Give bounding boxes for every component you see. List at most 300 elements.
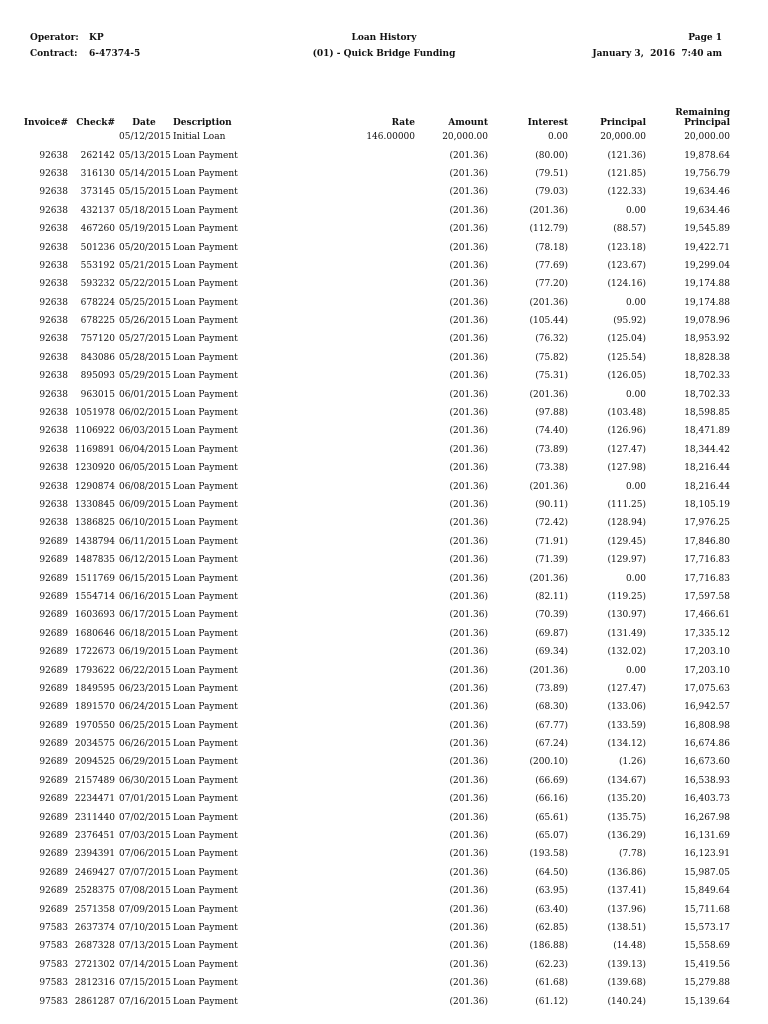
table-cell <box>323 165 415 183</box>
table-cell: (201.36) <box>449 849 488 860</box>
table-cell: 1793622 <box>74 665 115 676</box>
table-cell: 593232 <box>80 279 115 290</box>
table-cell: (80.00) <box>535 150 568 161</box>
table-cell: 92689 <box>39 849 68 860</box>
table-cell <box>323 974 415 992</box>
table-cell: Loan Payment <box>173 886 238 897</box>
table-cell: 15,279.88 <box>684 978 730 989</box>
table-cell: (90.11) <box>535 500 568 510</box>
table-cell: 146.00000 <box>366 132 415 143</box>
table-cell: 19,634.46 <box>684 187 730 198</box>
table-cell <box>323 698 415 716</box>
table-row <box>20 569 730 587</box>
table-cell: 06/17/2015 <box>119 610 171 621</box>
table-cell: 15,573.17 <box>684 922 730 933</box>
table-cell <box>323 992 415 1010</box>
table-cell: (105.44) <box>529 316 568 327</box>
table-cell <box>323 496 415 514</box>
table-cell: 92689 <box>39 610 68 621</box>
table-row <box>20 202 730 220</box>
table-cell: 92689 <box>39 536 68 547</box>
table-cell: 07/14/2015 <box>119 959 171 970</box>
table-cell: 92638 <box>39 168 68 179</box>
table-cell: 05/25/2015 <box>119 297 171 308</box>
table-cell: Loan Payment <box>173 389 238 400</box>
table-cell <box>323 477 415 495</box>
table-row <box>20 937 730 955</box>
table-cell: 18,598.85 <box>684 408 730 419</box>
table-cell: (201.36) <box>529 481 568 492</box>
table-cell: 06/08/2015 <box>119 481 171 492</box>
table-cell: 05/28/2015 <box>119 352 171 363</box>
table-cell: 678225 <box>80 316 115 327</box>
table-cell <box>323 220 415 238</box>
table-cell: Loan Payment <box>173 812 238 823</box>
table-cell: (121.36) <box>607 150 646 161</box>
table-cell: 92689 <box>39 794 68 805</box>
table-cell: 15,987.05 <box>684 867 730 878</box>
table-cell <box>323 146 415 164</box>
table-cell: (193.58) <box>529 849 568 860</box>
table-cell: Loan Payment <box>173 573 238 584</box>
table-cell <box>323 238 415 256</box>
table-cell: 19,545.89 <box>684 224 730 235</box>
table-cell: Loan Payment <box>173 279 238 290</box>
table-cell: (63.95) <box>535 886 568 897</box>
table-cell: 19,756.79 <box>684 168 730 179</box>
table-row <box>20 165 730 183</box>
table-cell: (134.67) <box>607 775 646 786</box>
table-cell: 92638 <box>39 371 68 382</box>
table-cell: (64.50) <box>535 867 568 878</box>
table-cell: 16,131.69 <box>684 831 730 842</box>
table-cell: (121.85) <box>607 168 646 179</box>
table-cell <box>323 514 415 532</box>
table-cell: 15,419.56 <box>684 959 730 970</box>
table-cell: (127.98) <box>607 463 646 474</box>
table-cell: Loan Payment <box>173 922 238 933</box>
table-cell: 895093 <box>80 371 115 382</box>
table-cell: 97583 <box>39 941 68 952</box>
table-row <box>20 827 730 845</box>
table-cell: (137.96) <box>607 904 646 915</box>
table-cell: (139.13) <box>607 959 646 970</box>
table-row <box>20 128 730 146</box>
table-cell: Loan Payment <box>173 794 238 805</box>
table-cell: 07/02/2015 <box>119 812 171 823</box>
table-cell: (136.86) <box>607 867 646 878</box>
table-cell: 16,123.91 <box>684 849 730 860</box>
table-cell: (82.11) <box>535 591 568 602</box>
table-cell: 06/01/2015 <box>119 389 171 400</box>
table-cell: 17,335.12 <box>684 628 730 639</box>
table-cell: (69.34) <box>535 647 568 658</box>
table-cell: 19,174.88 <box>684 297 730 308</box>
table-cell: (201.36) <box>449 628 488 639</box>
table-cell: 07/08/2015 <box>119 886 171 897</box>
table-cell: 0.00 <box>625 573 646 584</box>
table-cell: 16,673.60 <box>684 757 730 768</box>
table-cell: (201.36) <box>449 573 488 584</box>
table-cell: (77.69) <box>535 260 568 271</box>
table-row <box>20 349 730 367</box>
table-row <box>20 661 730 679</box>
table-cell: 0.00 <box>625 297 646 308</box>
table-cell: 2861287 <box>74 996 115 1007</box>
table-cell: 20,000.00 <box>684 132 730 143</box>
table-cell: 06/23/2015 <box>119 683 171 694</box>
table-cell: (201.36) <box>449 481 488 492</box>
table-header <box>20 108 730 128</box>
table-cell: 06/19/2015 <box>119 647 171 658</box>
table-cell: Loan Payment <box>173 334 238 345</box>
table-cell: 15,139.64 <box>684 996 730 1007</box>
table-cell: (201.36) <box>449 941 488 952</box>
table-cell: (201.36) <box>449 739 488 750</box>
table-cell: 92689 <box>39 757 68 768</box>
table-row <box>20 625 730 643</box>
column-header: Principal <box>600 118 646 128</box>
table-cell: 05/26/2015 <box>119 316 171 327</box>
table-cell <box>323 533 415 551</box>
table-cell: (201.36) <box>449 205 488 216</box>
table-cell: (201.36) <box>449 922 488 933</box>
table-cell: (201.36) <box>449 224 488 235</box>
column-header: Interest <box>527 118 568 128</box>
table-cell: Loan Payment <box>173 775 238 786</box>
table-cell <box>323 569 415 587</box>
table-cell: 97583 <box>39 978 68 989</box>
table-cell: (201.36) <box>449 996 488 1007</box>
table-cell <box>323 202 415 220</box>
table-cell: 05/22/2015 <box>119 279 171 290</box>
table-cell: 1386825 <box>74 518 115 529</box>
table-cell: (201.36) <box>449 591 488 602</box>
operator-value: KP <box>89 33 104 43</box>
table-cell: 92638 <box>39 205 68 216</box>
table-cell: (131.49) <box>607 628 646 639</box>
table-cell: (201.36) <box>449 150 488 161</box>
table-cell: 1849595 <box>74 683 115 694</box>
table-cell: 19,634.46 <box>684 205 730 216</box>
table-cell: 0.00 <box>625 665 646 676</box>
table-cell: 19,422.71 <box>684 242 730 253</box>
table-cell: (201.36) <box>529 297 568 308</box>
table-cell: Loan Payment <box>173 316 238 327</box>
table-cell: (136.29) <box>607 831 646 842</box>
table-cell: (124.16) <box>607 279 646 290</box>
table-cell: (201.36) <box>449 886 488 897</box>
table-cell: 06/05/2015 <box>119 463 171 474</box>
table-cell: 06/12/2015 <box>119 555 171 566</box>
table-cell: 19,078.96 <box>684 316 730 327</box>
table-cell: 07/15/2015 <box>119 978 171 989</box>
table-cell: (133.06) <box>607 702 646 713</box>
table-cell: Loan Payment <box>173 408 238 419</box>
table-cell: (73.38) <box>535 463 568 474</box>
table-cell: 92638 <box>39 150 68 161</box>
table-cell: 2311440 <box>74 812 115 823</box>
table-cell: 05/27/2015 <box>119 334 171 345</box>
table-cell: 18,702.33 <box>684 371 730 382</box>
table-row <box>20 183 730 201</box>
table-cell: 92638 <box>39 279 68 290</box>
table-cell: 05/14/2015 <box>119 168 171 179</box>
table-cell: 92689 <box>39 831 68 842</box>
table-cell <box>323 404 415 422</box>
table-cell: (73.89) <box>535 444 568 455</box>
table-cell: (125.54) <box>607 352 646 363</box>
table-cell: 07/07/2015 <box>119 867 171 878</box>
table-cell: 92689 <box>39 665 68 676</box>
table-cell: (126.96) <box>607 426 646 437</box>
table-cell: Loan Payment <box>173 867 238 878</box>
table-cell: 92638 <box>39 260 68 271</box>
table-cell: (129.97) <box>607 555 646 566</box>
table-cell <box>323 625 415 643</box>
table-cell: (137.41) <box>607 886 646 897</box>
table-cell: Loan Payment <box>173 444 238 455</box>
table-cell: (72.42) <box>535 518 568 529</box>
table-cell <box>323 459 415 477</box>
table-cell: Loan Payment <box>173 904 238 915</box>
table-cell: 92638 <box>39 242 68 253</box>
table-cell: 262142 <box>80 150 115 161</box>
table-cell: (79.51) <box>535 168 568 179</box>
contract-label: Contract: <box>30 49 78 59</box>
table-cell: 06/26/2015 <box>119 739 171 750</box>
table-cell: 06/25/2015 <box>119 720 171 731</box>
table-cell <box>323 790 415 808</box>
table-cell: 1438794 <box>74 536 115 547</box>
column-header: Remaining Principal <box>675 108 730 128</box>
table-cell: 07/06/2015 <box>119 849 171 860</box>
table-cell: (79.03) <box>535 187 568 198</box>
table-cell: 432137 <box>80 205 115 216</box>
table-cell: 05/18/2015 <box>119 205 171 216</box>
table-cell: 1680646 <box>74 628 115 639</box>
table-cell: (201.36) <box>449 610 488 621</box>
table-cell: (201.36) <box>449 518 488 529</box>
table-row <box>20 146 730 164</box>
table-cell: 1487835 <box>74 555 115 566</box>
table-row <box>20 808 730 826</box>
table-row <box>20 956 730 974</box>
table-cell: 92689 <box>39 720 68 731</box>
table-cell <box>323 735 415 753</box>
table-cell: (97.88) <box>535 408 568 419</box>
table-cell: 1511769 <box>74 573 115 584</box>
table-cell: 1970550 <box>74 720 115 731</box>
table-row <box>20 238 730 256</box>
table-cell: Loan Payment <box>173 536 238 547</box>
table-cell: (201.36) <box>449 444 488 455</box>
table-cell <box>323 441 415 459</box>
table-cell: (201.36) <box>449 831 488 842</box>
table-cell: 16,942.57 <box>684 702 730 713</box>
table-cell: 17,716.83 <box>684 573 730 584</box>
table-cell: 92689 <box>39 683 68 694</box>
table-cell: (61.12) <box>535 996 568 1007</box>
table-cell: (66.16) <box>535 794 568 805</box>
table-cell: (14.48) <box>613 941 646 952</box>
table-cell: 1290874 <box>74 481 115 492</box>
table-cell: (201.36) <box>449 297 488 308</box>
table-row <box>20 330 730 348</box>
table-cell: 20,000.00 <box>442 132 488 143</box>
table-row <box>20 864 730 882</box>
table-cell: (201.36) <box>529 573 568 584</box>
table-cell: (67.77) <box>535 720 568 731</box>
table-cell: 92638 <box>39 500 68 510</box>
table-cell: (119.25) <box>607 591 646 602</box>
table-row <box>20 882 730 900</box>
table-row <box>20 533 730 551</box>
table-cell: (140.24) <box>607 996 646 1007</box>
table-row <box>20 588 730 606</box>
table-cell <box>323 643 415 661</box>
table-cell: 92689 <box>39 904 68 915</box>
table-row <box>20 643 730 661</box>
table-cell: 15,558.69 <box>684 941 730 952</box>
table-cell: 05/15/2015 <box>119 187 171 198</box>
table-cell: 1554714 <box>74 591 115 602</box>
table-cell: Loan Payment <box>173 371 238 382</box>
table-cell: 2571358 <box>74 904 115 915</box>
table-cell: 18,216.44 <box>684 463 730 474</box>
table-cell: (201.36) <box>449 959 488 970</box>
table-cell: 19,878.64 <box>684 150 730 161</box>
table-cell: Loan Payment <box>173 628 238 639</box>
table-cell: 07/13/2015 <box>119 941 171 952</box>
table-cell: (76.32) <box>535 334 568 345</box>
table-cell <box>323 367 415 385</box>
table-cell: (127.47) <box>607 444 646 455</box>
table-cell: 16,538.93 <box>684 775 730 786</box>
table-cell: 2394391 <box>74 849 115 860</box>
table-cell: (201.36) <box>449 463 488 474</box>
table-cell: 757120 <box>80 334 115 345</box>
table-cell: 2094525 <box>74 757 115 768</box>
table-row <box>20 441 730 459</box>
loan-history-table <box>20 108 730 1011</box>
table-cell: 2157489 <box>74 775 115 786</box>
table-cell: Loan Payment <box>173 978 238 989</box>
table-cell: 0.00 <box>625 481 646 492</box>
table-cell: Loan Payment <box>173 500 238 510</box>
table-cell: 92689 <box>39 812 68 823</box>
table-cell: (62.23) <box>535 959 568 970</box>
table-cell <box>323 753 415 771</box>
table-cell: 16,674.86 <box>684 739 730 750</box>
table-cell: (201.36) <box>449 536 488 547</box>
table-cell: 1603693 <box>74 610 115 621</box>
table-cell: 17,597.58 <box>684 591 730 602</box>
table-cell: 15,711.68 <box>684 904 730 915</box>
table-cell: 92638 <box>39 426 68 437</box>
page-number: Page 1 <box>688 33 722 43</box>
table-cell: Loan Payment <box>173 297 238 308</box>
table-cell: (1.26) <box>618 757 646 768</box>
table-cell: 92689 <box>39 591 68 602</box>
table-cell <box>323 845 415 863</box>
table-cell: 92689 <box>39 555 68 566</box>
table-row <box>20 717 730 735</box>
table-cell: (68.30) <box>535 702 568 713</box>
table-cell: 2469427 <box>74 867 115 878</box>
table-cell: Loan Payment <box>173 647 238 658</box>
table-cell: 06/04/2015 <box>119 444 171 455</box>
table-cell: (138.51) <box>607 922 646 933</box>
table-cell: (134.12) <box>607 739 646 750</box>
table-cell: Loan Payment <box>173 150 238 161</box>
table-cell: 501236 <box>80 242 115 253</box>
table-cell: 07/10/2015 <box>119 922 171 933</box>
table-cell: (74.40) <box>535 426 568 437</box>
table-cell <box>323 772 415 790</box>
table-row <box>20 790 730 808</box>
table-row <box>20 367 730 385</box>
table-cell: Loan Payment <box>173 168 238 179</box>
table-cell: 17,466.61 <box>684 610 730 621</box>
table-cell: 1106922 <box>74 426 115 437</box>
table-cell: 963015 <box>80 389 115 400</box>
table-row <box>20 294 730 312</box>
table-cell: 2721302 <box>74 959 115 970</box>
table-cell: (103.48) <box>607 408 646 419</box>
table-cell: (95.92) <box>613 316 646 327</box>
table-cell: (73.89) <box>535 683 568 694</box>
table-cell: 06/22/2015 <box>119 665 171 676</box>
table-row <box>20 606 730 624</box>
table-cell: (7.78) <box>618 849 646 860</box>
table-cell: (201.36) <box>449 757 488 768</box>
table-cell <box>323 183 415 201</box>
table-cell: 678224 <box>80 297 115 308</box>
table-cell <box>323 900 415 918</box>
table-cell: 92638 <box>39 518 68 529</box>
table-cell: 92689 <box>39 739 68 750</box>
table-cell: 97583 <box>39 996 68 1007</box>
table-cell: 373145 <box>80 187 115 198</box>
table-cell: 2034575 <box>74 739 115 750</box>
table-cell: 17,716.83 <box>684 555 730 566</box>
table-cell: (201.36) <box>449 500 488 510</box>
table-cell: (201.36) <box>449 683 488 694</box>
table-cell: 06/10/2015 <box>119 518 171 529</box>
table-row <box>20 551 730 569</box>
table-cell: 92689 <box>39 867 68 878</box>
table-cell <box>323 275 415 293</box>
table-cell: 06/09/2015 <box>119 500 171 510</box>
table-cell: 06/16/2015 <box>119 591 171 602</box>
table-cell <box>323 827 415 845</box>
table-cell: Loan Payment <box>173 426 238 437</box>
column-header: Check# <box>76 118 115 128</box>
table-cell: 467260 <box>80 224 115 235</box>
table-cell: (75.31) <box>535 371 568 382</box>
table-cell: (201.36) <box>449 665 488 676</box>
table-cell: 1051978 <box>74 408 115 419</box>
contract-value: 6-47374-5 <box>89 49 141 59</box>
table-cell: Loan Payment <box>173 665 238 676</box>
report-title: Loan History <box>351 33 417 43</box>
table-cell: 92689 <box>39 647 68 658</box>
table-cell: 05/12/2015 <box>119 132 171 143</box>
table-cell: 92638 <box>39 224 68 235</box>
table-cell <box>323 937 415 955</box>
table-cell: 18,471.89 <box>684 426 730 437</box>
